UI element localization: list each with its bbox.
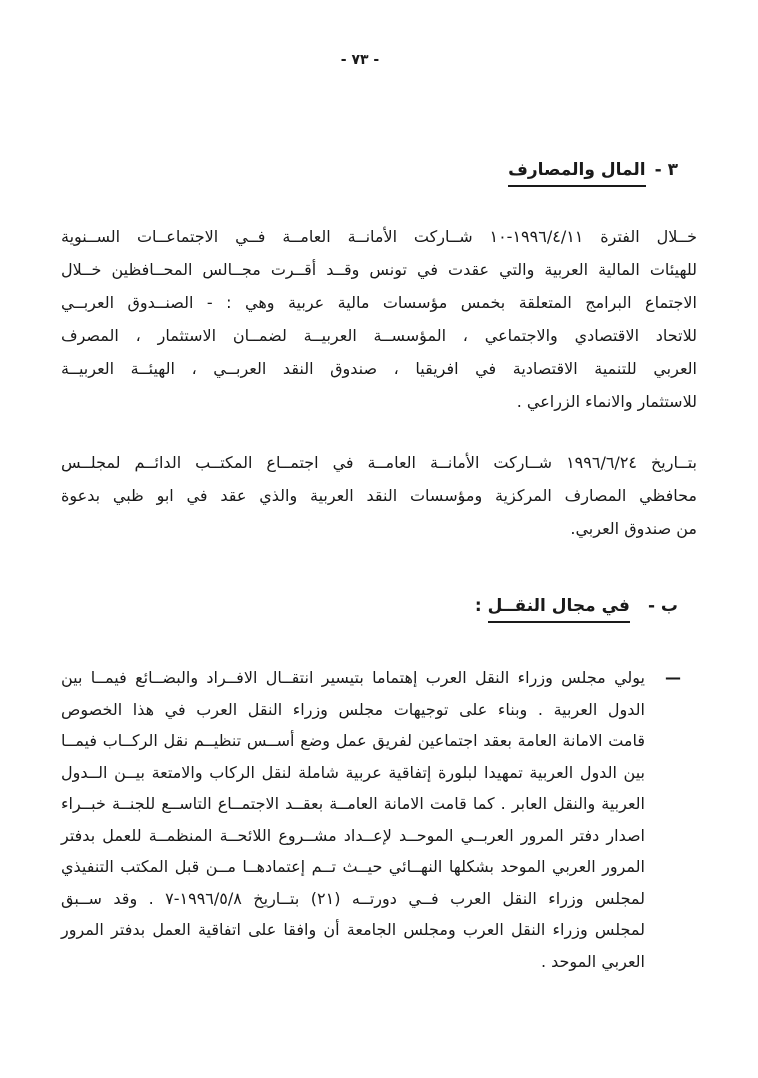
text-line: للاستثمار والانماء الزراعي . — [516, 392, 697, 411]
text-line: خــلال الفترة ⁦١٩٩٦/٤/١١-١٠⁩ شــاركت الأمانــة العامــة فــي الاجتماعــات الســنوية — [61, 227, 698, 246]
text-line: الدول العربية . وبناء على توجيهات مجلس وزراء النقل العرب في هذا الخصوص — [61, 699, 645, 719]
paragraph-annual-meetings — [61, 220, 697, 418]
text-line: اصدار دفتر المرور العربــي الموحــد لإعــداد مشــروع اللائحــة المنظمــة للعمل بدفتر — [61, 825, 645, 845]
text-line: لمجلس وزراء النقل العرب ومجلس الجامعة أن وافقا على اتفاقية العمل بدفتر المرور — [61, 920, 645, 939]
dash-bullet-icon: — — [665, 668, 681, 687]
section-heading-transport — [475, 596, 678, 623]
text-line: من صندوق العربي. — [570, 519, 697, 538]
section-title-colon: : — [474, 596, 482, 616]
section-marker-money: ٣ - — [654, 160, 678, 180]
text-line: الاجتماع البرامج المتعلقة بخمس مؤسسات مالية عربية وهي : - الصنــدوق العربــي — [61, 293, 697, 312]
paragraph-permanent-bureau — [61, 446, 697, 545]
text-line: قامت الامانة العامة بعقد اجتماعين لفريق عمل وضع أســس تنظيــم نقل الركــاب فيمــا — [61, 731, 645, 750]
text-line: بين الدول العربية تمهيدا لبلورة إتفاقية عربية شاملة لنقل الركاب والامتعة بيــن الــدول — [61, 762, 645, 782]
text-line: المرور العربي الموحد بشكلها النهــائي حيــث تــم إعتمادهــا مــن قبل المكتب التنفيذي — [61, 857, 645, 876]
bullet-item-transport — [61, 662, 697, 977]
section-heading-money — [508, 160, 678, 187]
section-title-transport: في مجال النقــل — [488, 596, 630, 623]
text-line: للهيئات المالية العربية والتي عقدت في تونس وقــد أقــرت مجــالس المحــافظين خــلال — [61, 260, 697, 279]
text-line: العربية والنقل العابر . كما قامت الامانة العامــة بعقــد الاجتمــاع التاســع للجنــة خبــراء — [61, 794, 645, 813]
text-line: العربي الموحد . — [540, 951, 645, 971]
text-line: للاتحاد الاقتصادي والاجتماعي ، المؤسســة العربيــة لضمــان الاستثمار ، المصرف — [61, 326, 697, 345]
text-line: العربي للتنمية الاقتصادية في افريقيا ، صندوق النقد العربــي ، الهيئــة العربيــة — [61, 359, 697, 378]
section-marker-transport: ب - — [647, 596, 678, 616]
text-line: لمجلس وزراء النقل العرب فــي دورتــه (٢١) بتــاريخ ⁦١٩٩٦/٥/٨-٧⁩ . وقد ســبق — [61, 888, 646, 908]
page-number: - ٧٣ - — [340, 52, 380, 68]
bullet-paragraph-transport — [61, 662, 645, 977]
text-line: بتــاريخ ⁦١٩٩٦/٦/٢٤⁩ شــاركت الأمانــة العامــة في اجتمــاع المكتــب الدائــم لمجلــس — [61, 453, 698, 472]
text-line: محافظي المصارف المركزية ومؤسسات النقد العربية والذي عقد في ابو ظبي بدعوة — [61, 486, 697, 505]
text-line: يولي مجلس وزراء النقل العرب إهتماما بتيسير انتقــال الافــراد والبضــائع فيمــا بين — [61, 668, 645, 687]
section-title-money: المال والمصارف — [508, 160, 646, 187]
